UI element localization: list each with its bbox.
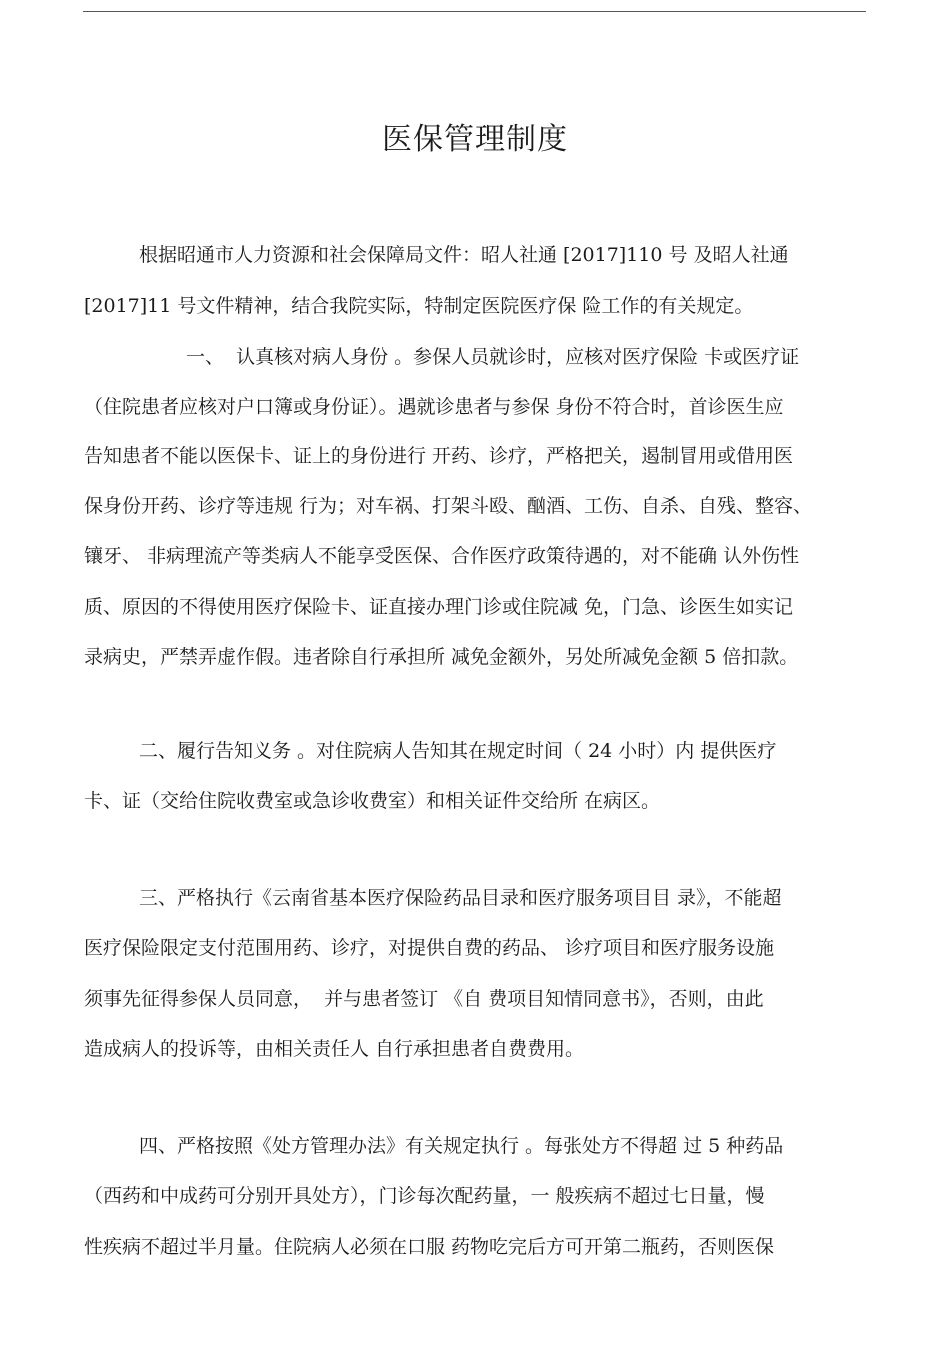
- paragraph-line: 告知患者不能以医保卡、证上的身份进行 开药、诊疗，严格把关，遏制冒用或借用医: [84, 445, 794, 467]
- paragraph-line: （西药和中成药可分别开具处方），门诊每次配药量，一 般疾病不超过七日量，慢: [84, 1185, 765, 1207]
- header-rule: [83, 11, 866, 12]
- paragraph-line: 镶牙、 非病理流产等类病人不能享受医保、合作医疗政策待遇的，对不能确 认外伤性: [84, 545, 800, 567]
- paragraph-line: 四、严格按照《处方管理办法》有关规定执行 。每张处方不得超 过 5 种药品: [139, 1135, 784, 1157]
- paragraph-line: 造成病人的投诉等，由相关责任人 自行承担患者自费费用。: [84, 1038, 585, 1060]
- paragraph-line: 二、履行告知义务 。对住院病人告知其在规定时间（ 24 小时）内 提供医疗: [139, 740, 777, 762]
- paragraph-line: 医疗保险限定支付范围用药、诊疗，对提供自费的药品、 诊疗项目和医疗服务设施: [84, 937, 775, 959]
- paragraph-line: 保身份开药、诊疗等违规 行为；对车祸、打架斗殴、酗酒、工伤、自杀、自残、整容、: [84, 495, 813, 517]
- paragraph-line: 卡、证（交给住院收费室或急诊收费室）和相关证件交给所 在病区。: [84, 790, 661, 812]
- paragraph-line: 三、严格执行《云南省基本医疗保险药品目录和医疗服务项目目 录》，不能超: [139, 887, 782, 909]
- paragraph-line: （住院患者应核对户口簿或身份证）。遇就诊患者与参保 身份不符合时，首诊医生应: [84, 396, 784, 418]
- paragraph-line: 录病史，严禁弄虚作假。违者除自行承担所 减免金额外，另处所减免金额 5 倍扣款。: [84, 646, 799, 668]
- document-title: 医保管理制度: [382, 122, 568, 157]
- paragraph-line: 性疾病不超过半月量。住院病人必须在口服 药物吃完后方可开第二瓶药，否则医保: [84, 1236, 775, 1258]
- paragraph-line: 根据昭通市人力资源和社会保障局文件：昭人社通 [2017]110 号 及昭人社通: [139, 244, 789, 266]
- paragraph-line: 质、原因的不得使用医疗保险卡、证直接办理门诊或住院减 免，门急、诊医生如实记: [84, 596, 794, 618]
- paragraph-line: [2017]11 号文件精神，结合我院实际，特制定医院医疗保 险工作的有关规定。: [84, 295, 754, 317]
- paragraph-line: 一、 认真核对病人身份 。参保人员就诊时，应核对医疗保险 卡或医疗证: [186, 346, 800, 368]
- paragraph-line: 须事先征得参保人员同意， 并与患者签订 《自 费项目知情同意书》，否则，由此: [84, 988, 764, 1010]
